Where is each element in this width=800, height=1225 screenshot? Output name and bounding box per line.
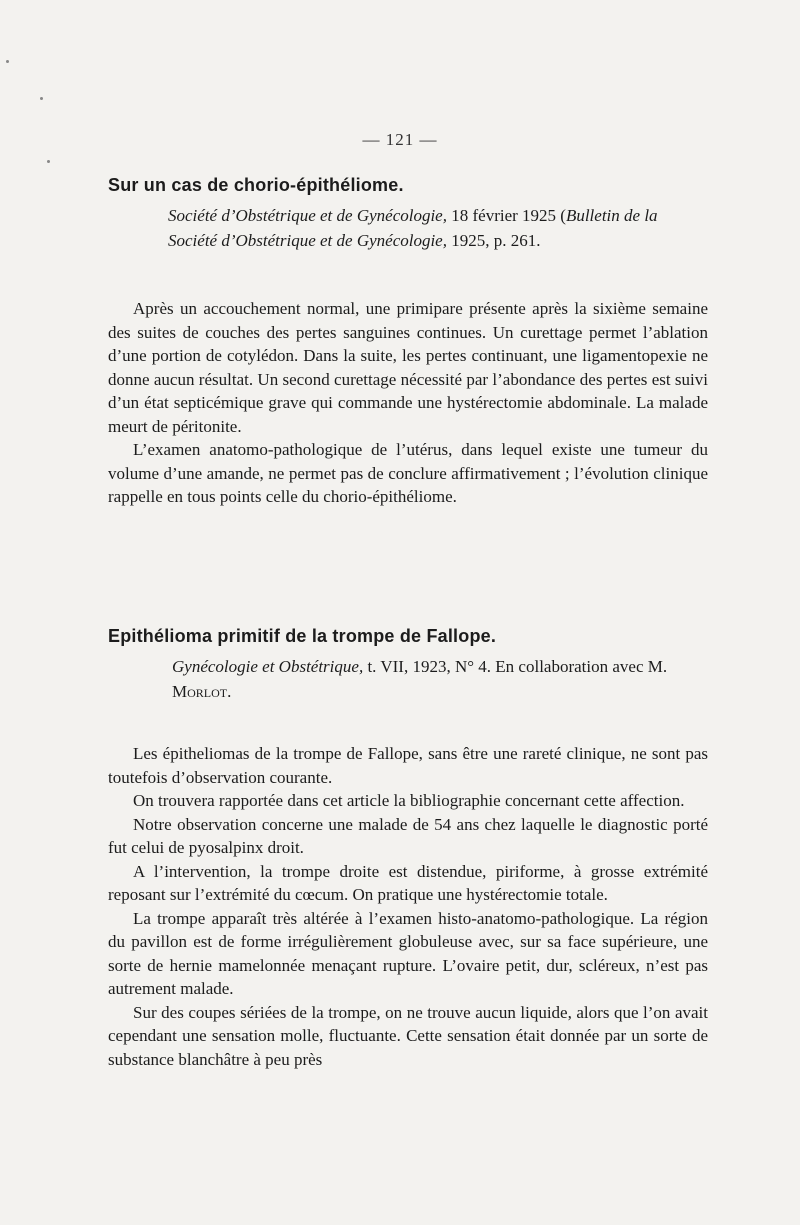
- paragraph: La trompe apparaît très altérée à l’examen histo-anatomo-pathologique. La région du pavillon est de forme irrégulièrement globuleuse avec, sur sa face supérieure, une sorte de hernie mamelonnée menaçant rupture. L’ovaire petit, dur, scléreux, n’est pas autrement malade.: [108, 908, 708, 998]
- article-citation: [168, 203, 708, 253]
- scan-speck: [47, 160, 50, 163]
- article-chorio-epitheliome: [108, 173, 708, 509]
- citation-rest: t. VII, 1923, N° 4. En collaboration avec M.: [363, 657, 668, 676]
- citation-rest: 1925, p. 261.: [446, 231, 541, 250]
- article-title: Epithélioma primitif de la trompe de Fallope.: [108, 626, 497, 646]
- scan-speck: [6, 60, 9, 63]
- citation-source: Société d’Obstétrique et de Gynécologie,: [168, 206, 447, 225]
- article-title: Sur un cas de chorio-épithéliome.: [108, 175, 404, 195]
- citation-bulletin: Bulletin de la Société d’Obstétrique et de Gynécologie,: [168, 206, 658, 250]
- article-body: [108, 297, 708, 509]
- paragraph: Après un accouchement normal, une primipare présente après la sixième semaine des suites de couches des pertes sanguines continues. Un curettage permet l’ablation d’une portion de cotylédon. Dans la suite, les pertes continuant, une ligamentopexie ne donne aucun résultat. Un second curettage nécessité par l’abondance des pertes est suivi d’un état septicémique grave qui commande une hystérectomie abdominale. La malade meurt de péritonite.: [108, 299, 708, 436]
- citation-author: Morlot.: [172, 682, 232, 701]
- scan-speck: [40, 97, 43, 100]
- paragraph: On trouvera rapportée dans cet article la bibliographie concernant cette affection.: [133, 791, 685, 810]
- citation-date: 18 février 1925 (: [446, 206, 566, 225]
- paragraph: Notre observation concerne une malade de 54 ans chez laquelle le diagnostic porté fut celui de pyosalpinx droit.: [108, 814, 708, 857]
- article-citation: [172, 654, 708, 704]
- paragraph: Sur des coupes sériées de la trompe, on ne trouve aucun liquide, alors que l’on avait cependant une sensation molle, fluctuante. Cette sensation était donnée par un sorte de substance blanchâtre à peu près: [108, 1002, 708, 1069]
- paragraph: A l’intervention, la trompe droite est distendue, piriforme, à grosse extrémité reposant sur l’extrémité du cœcum. On pratique une hystérectomie totale.: [108, 861, 708, 904]
- citation-source: Gynécologie et Obstétrique,: [172, 657, 364, 676]
- article-body: [108, 742, 708, 1071]
- paragraph: L’examen anatomo-pathologique de l’utérus, dans lequel existe une tumeur du volume d’une amande, ne permet pas de conclure affirmativement ; l’évolution clinique rappelle en tous points celle du chorio-épithéliome.: [108, 440, 708, 506]
- article-epithelioma-trompe: [108, 624, 708, 1071]
- page-number: — 121 —: [362, 130, 438, 149]
- paragraph: Les épitheliomas de la trompe de Fallope, sans être une rareté clinique, ne sont pas toutefois d’observation courante.: [108, 744, 708, 787]
